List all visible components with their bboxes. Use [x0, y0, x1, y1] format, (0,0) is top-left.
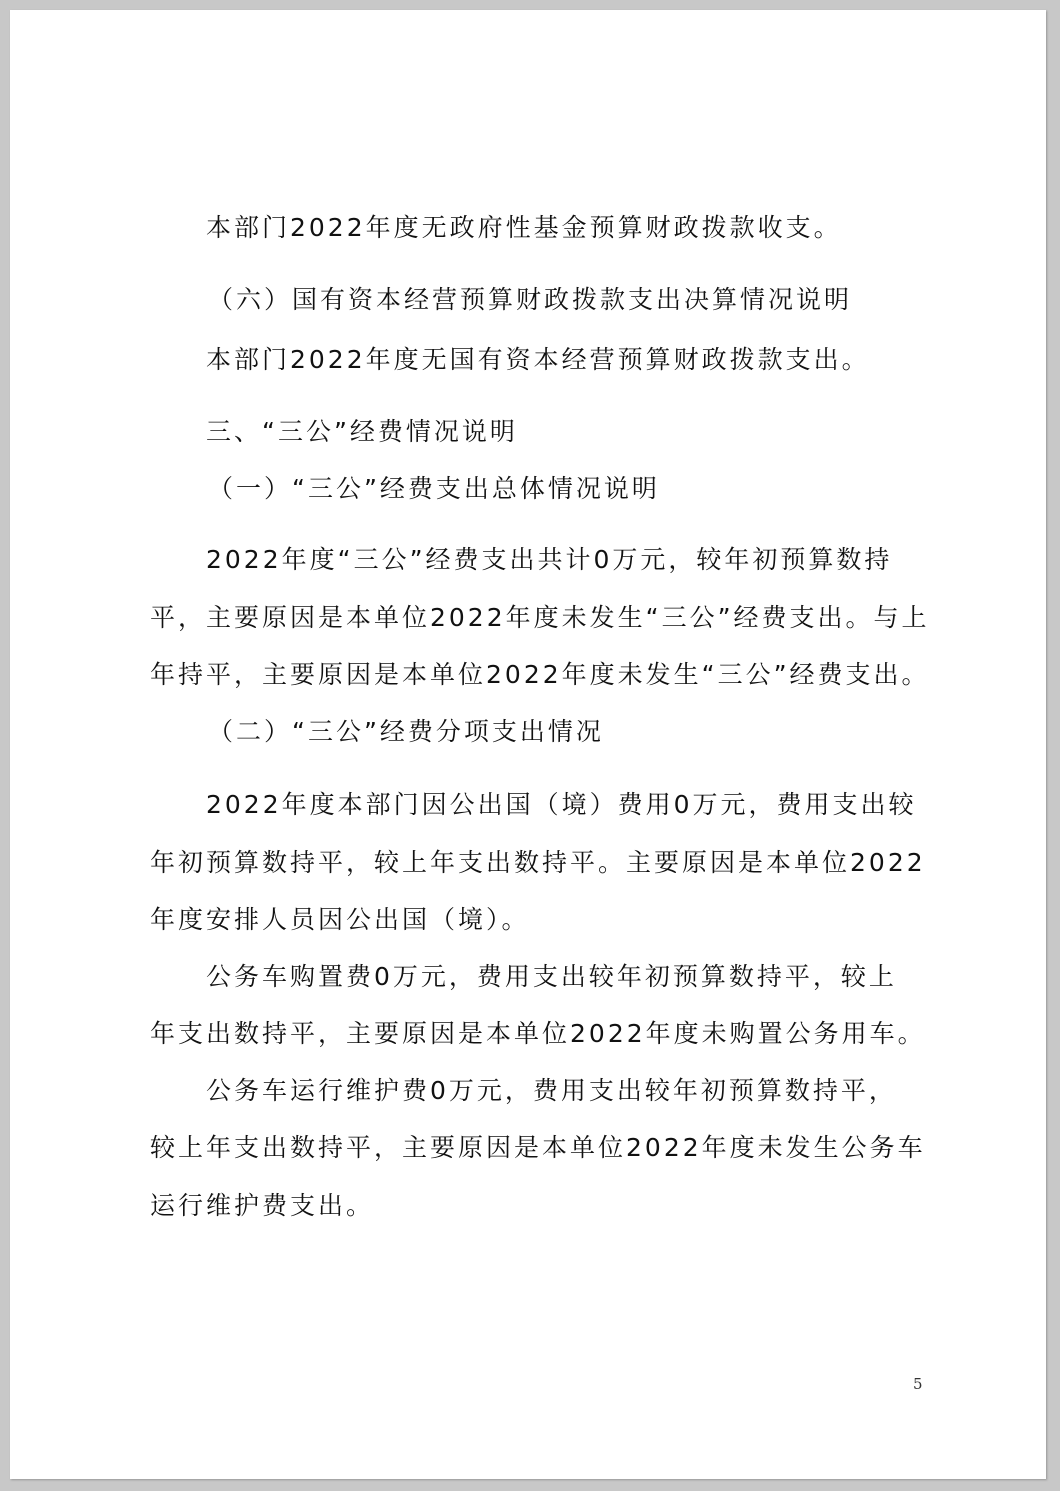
text-line-12: 年度安排人员因公出国（境）。: [150, 905, 530, 934]
text-line-16: 较上年支出数持平，主要原因是本单位2022年度未发生公务车: [150, 1133, 926, 1162]
text-line-1: 本部门2022年度无政府性基金预算财政拨款收支。: [206, 213, 842, 242]
text-line-11: 年初预算数持平，较上年支出数持平。主要原因是本单位2022: [150, 848, 926, 877]
text-line-6: 2022年度“三公”经费支出共计0万元，较年初预算数持: [206, 545, 893, 574]
text-line-7: 平，主要原因是本单位2022年度未发生“三公”经费支出。与上: [150, 603, 930, 632]
subsection-heading-2: （二）“三公”经费分项支出情况: [208, 717, 604, 746]
section-heading-3: 三、“三公”经费情况说明: [206, 417, 518, 446]
text-line-15: 公务车运行维护费0万元，费用支出较年初预算数持平，: [206, 1076, 897, 1105]
page-number: 5: [913, 1375, 923, 1393]
subsection-heading-1: （一）“三公”经费支出总体情况说明: [208, 474, 660, 503]
section-heading-6: （六）国有资本经营预算财政拨款支出决算情况说明: [208, 285, 853, 314]
document-page: [10, 10, 1046, 1479]
text-line-14: 年支出数持平，主要原因是本单位2022年度未购置公务用车。: [150, 1019, 926, 1048]
text-line-10: 2022年度本部门因公出国（境）费用0万元，费用支出较: [206, 790, 917, 819]
text-line-8: 年持平，主要原因是本单位2022年度未发生“三公”经费支出。: [150, 660, 930, 689]
text-line-13: 公务车购置费0万元，费用支出较年初预算数持平，较上: [206, 962, 897, 991]
text-line-3: 本部门2022年度无国有资本经营预算财政拨款支出。: [206, 345, 870, 374]
text-line-17: 运行维护费支出。: [150, 1191, 375, 1220]
